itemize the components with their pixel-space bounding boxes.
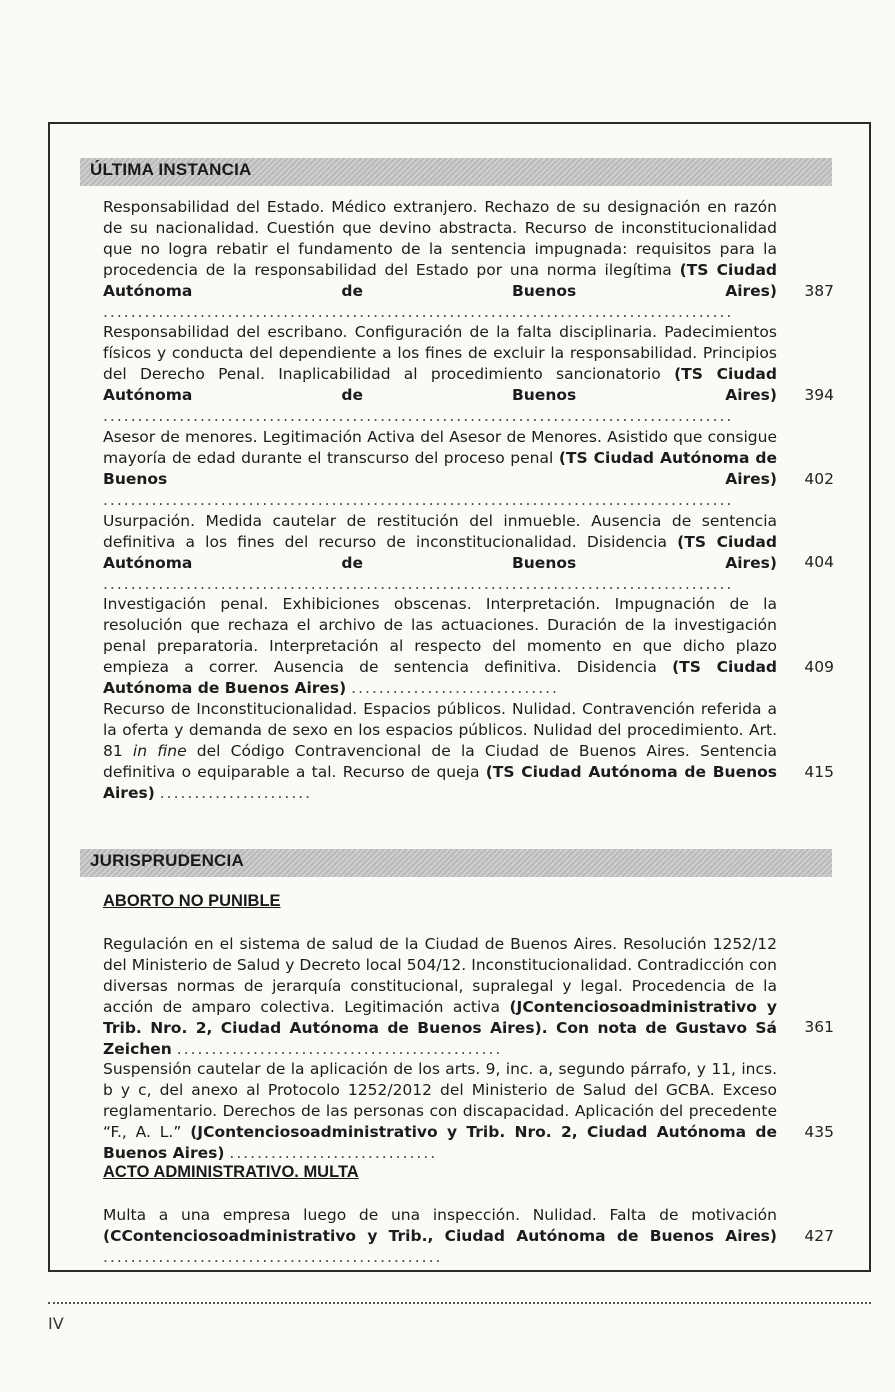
page-ref: 361 <box>804 1018 834 1036</box>
page-ref: 394 <box>804 386 834 404</box>
index-entry: Recurso de Inconstitucionalidad. Espacios públicos. Nulidad. Contravención referida a la oferta y demanda de sexo en los espacios públicos. Nulidad del procedimiento. Art. 81 in fine del Código Contravencional de la Ciudad de Buenos Aires. Sentencia definitiva o equiparable a tal. Recurso de queja (TS Ciudad Autónoma de Buenos Aires) ...................... <box>103 700 778 802</box>
index-entry: Responsabilidad del escribano. Configuración de la falta disciplinaria. Padecimientos físicos y conducta del dependiente a los fines de excluir la responsabilidad. Principios del Derecho Penal. Inaplicabilidad al procedimiento sancionatorio (TS Ciudad Autónoma de Buenos Aires) ........................................................................................... <box>103 323 777 425</box>
page-ref: 387 <box>804 282 834 300</box>
section-title: JURISPRUDENCIA <box>90 851 244 870</box>
index-entry: Asesor de menores. Legitimación Activa del Asesor de Menores. Asistido que consigue mayoría de edad durante el transcurso del proceso penal (TS Ciudad Autónoma de Buenos Aires) ........................................................................................... <box>103 428 778 509</box>
page-ref: 402 <box>804 470 834 488</box>
index-entry: Investigación penal. Exhibiciones obscenas. Interpretación. Impugnación de la resolución que rechaza el archivo de las actuaciones. Duración de la investigación penal preparatoria. Interpretación al respecto del momento en que dicho plazo empieza a correr. Ausencia de sentencia definitiva. Disidencia (TS Ciudad Autónoma de Buenos Aires) .............................. <box>103 595 777 697</box>
page-ref: 409 <box>804 658 834 676</box>
page-ref: 415 <box>804 763 834 781</box>
subsection-heading: ABORTO NO PUNIBLE <box>103 892 281 910</box>
page-ref: 404 <box>804 553 834 571</box>
subsection-heading: ACTO ADMINISTRATIVO. MULTA <box>103 1163 359 1181</box>
index-entry: Suspensión cautelar de la aplicación de los arts. 9, inc. a, segundo párrafo, y 11, incs. b y c, del anexo al Protocolo 1252/2012 del Ministerio de Salud del GCBA. Exceso reglamentario. Derechos de las personas con discapacidad. Aplicación del precedente “F., A. L.” (JContenciosoadministrativo y Trib. Nro. 2, Ciudad Autónoma de Buenos Aires) .............................. <box>103 1060 777 1162</box>
footer-page-number: IV <box>48 1314 64 1333</box>
section-title: ÚLTIMA INSTANCIA <box>90 160 252 179</box>
index-entry: Usurpación. Medida cautelar de restitución del inmueble. Ausencia de sentencia definitiva a los fines del recurso de inconstitucionalidad. Disidencia (TS Ciudad Autónoma de Buenos Aires) ........................................................................................... <box>103 512 777 593</box>
footer-dotted-rule <box>48 1302 871 1304</box>
page-ref: 435 <box>804 1123 834 1141</box>
section-band-jurisprudencia <box>80 849 832 877</box>
section-band-ultima-instancia <box>80 158 832 186</box>
index-entry: Regulación en el sistema de salud de la Ciudad de Buenos Aires. Resolución 1252/12 del Ministerio de Salud y Decreto local 504/12. Inconstitucionalidad. Contradicción con diversas normas de jerarquía constitucional, supralegal y legal. Procedencia de la acción de amparo colectiva. Legitimación activa (JContenciosoadministrativo y Trib. Nro. 2, Ciudad Autónoma de Buenos Aires). Con nota de Gustavo Sá Zeichen ............................................... <box>103 935 777 1058</box>
index-entry: Multa a una empresa luego de una inspección. Nulidad. Falta de motivación (CContenciosoadministrativo y Trib., Ciudad Autónoma de Buenos Aires) ................................................. <box>103 1206 777 1266</box>
page-ref: 427 <box>804 1227 834 1245</box>
index-entry: Responsabilidad del Estado. Médico extranjero. Rechazo de su designación en razón de su nacionalidad. Cuestión que devino abstracta. Recurso de inconstitucionalidad que no logra rebatir el fundamento de la sentencia impugnada: requisitos para la procedencia de la responsabilidad del Estado por una norma ilegítima (TS Ciudad Autónoma de Buenos Aires) ........................................................................................... <box>103 198 777 321</box>
